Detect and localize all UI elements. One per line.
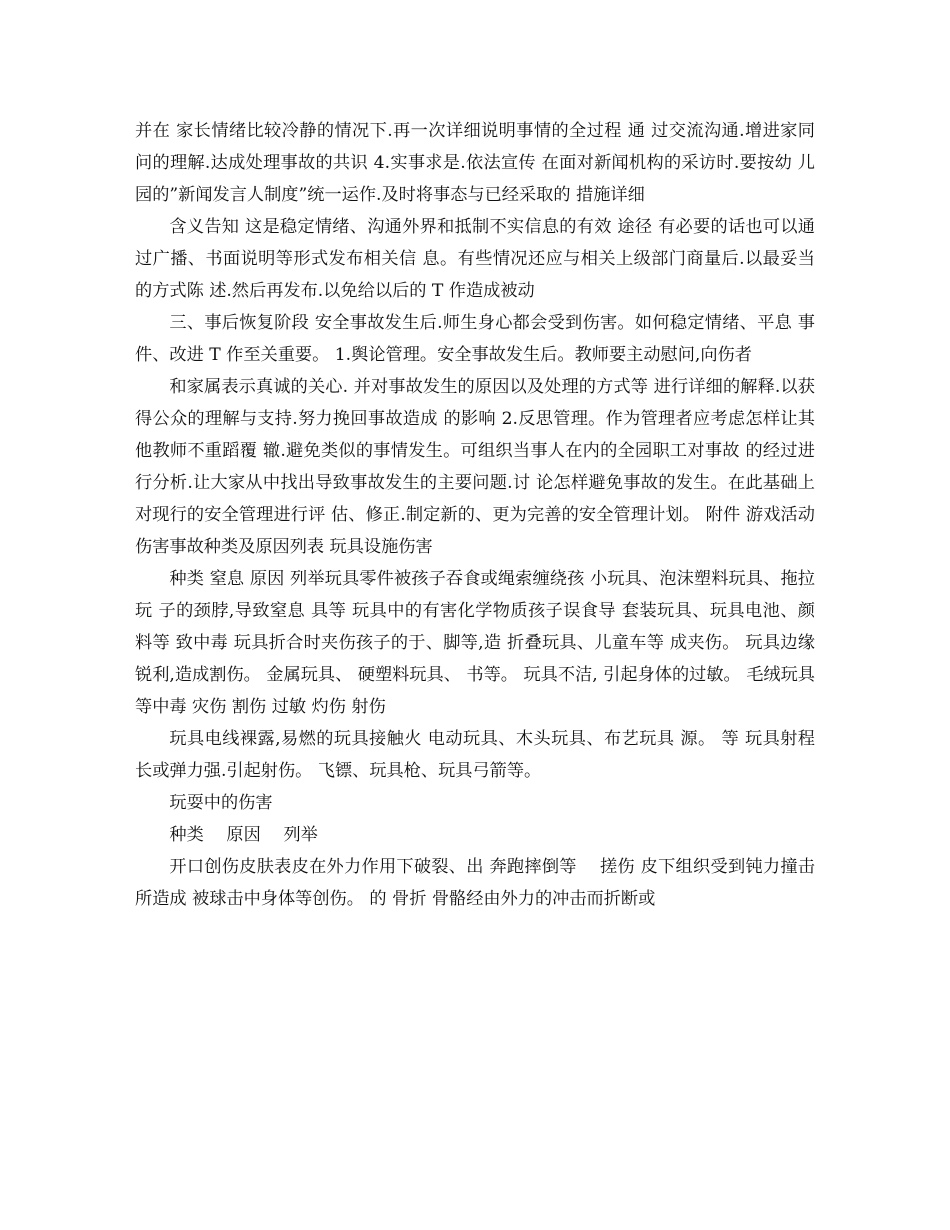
paragraph: 玩具电线裸露,易燃的玩具接触火 电动玩具、木头玩具、布艺玩具 源。 等 玩具射程长或弹力强.引起射伤。 飞镖、玩具枪、玩具弓箭等。 bbox=[135, 729, 815, 781]
section-heading: 玩耍中的伤害 bbox=[169, 793, 273, 813]
paragraph: 并在 家长情绪比较冷静的情况下.再一次详细说明事情的全过程 通 过交流沟通.增进家同问的理解.达成处理事故的共识 4.实事求是.依法宣传 在面对新闻机构的采访时.要按幼 儿园的”新闻发言人制度”统一运作.及时将事态与已经采取的 措施详细 bbox=[135, 121, 815, 205]
paragraph: 和家属表示真诚的关心. 并对事故发生的原因以及处理的方式等 进行详细的解释.以获得公众的理解与支持.努力挽回事故造成 的影响 2.反思管理。作为管理者应考虑怎样让其他教师不重蹈覆 辙.避免类似的事情发生。可组织当事人在内的全园职工对事故 的经过进行分析.让大家从中找出导致事故发生的主要问题.讨 论怎样避免事故的发生。在此基础上对现行的安全管理进行评 估、修正.制定新的、更为完善的安全管理计划。 附件 游戏活动伤害事故种类及原因列表 玩具设施伤害 bbox=[135, 377, 815, 557]
paragraph: 种类 窒息 原因 列举玩具零件被孩子吞食或绳索缠绕孩 小玩具、泡沫塑料玩具、拖拉玩 子的颈脖,导致窒息 具等 玩具中的有害化学物质孩子误食导 套装玩具、玩具电池、颜料等 致中毒 玩具折合时夹伤孩子的于、脚等,造 折叠玩具、儿童车等 成夹伤。 玩具边缘锐利,造成割伤。 金属玩具、 硬塑料玩具、 书等。 玩具不洁, 引起身体的过敏。 毛绒玩具等中毒 灾伤 割伤 过敏 灼伤 射伤 bbox=[135, 569, 815, 717]
paragraph: 开口创伤皮肤表皮在外力作用下破裂、出 奔跑摔倒等 搓伤 皮下组织受到钝力撞击所造成 被球击中身体等创伤。 的 骨折 骨骼经由外力的冲击而折断或 bbox=[135, 857, 815, 909]
paragraph: 含义告知 这是稳定情绪、沟通外界和抵制不实信息的有效 途径 有必要的话也可以通过广播、书面说明等形式发布相关信 息。有些情况还应与相关上级部门商量后.以最妥当的方式陈 述.然后再发布.以免给以后的 T 作造成被动 bbox=[135, 217, 815, 301]
paragraph: 三、事后恢复阶段 安全事故发生后.师生身心都会受到伤害。如何稳定情绪、平息 事件、改进 T 作至关重要。 1.舆论管理。安全事故发生后。教师要主动慰问,向伤者 bbox=[135, 313, 815, 365]
table-header-row: 种类 原因 列举 bbox=[169, 825, 318, 845]
document-body bbox=[135, 115, 815, 915]
